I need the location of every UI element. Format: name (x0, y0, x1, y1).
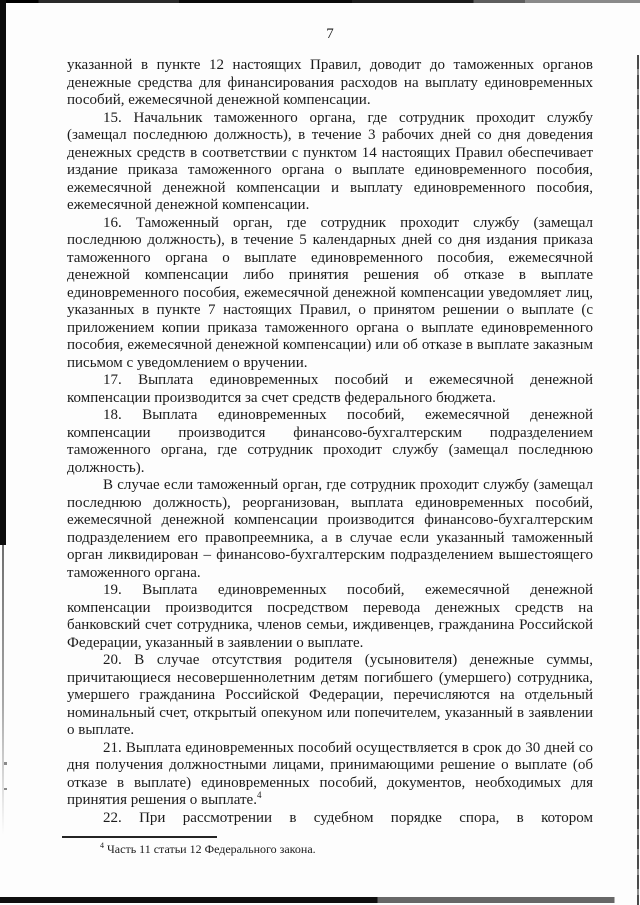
paragraph-18 (67, 407, 593, 477)
paragraph-15 (67, 110, 593, 215)
paragraph-16 (67, 215, 593, 373)
scan-artifact-right-edge (637, 55, 639, 905)
scan-speckle (4, 762, 7, 765)
paragraph-text: В случае если таможенный орган, где сотрудник проходит службу (замещал последнюю должность), реорганизован, выплата единовременных пособий, ежемесячной денежной компенсации производится финансово-бухгалтерским подразделением его правопреемника, а в случае если указанный таможенный орган ликвидирован – финансово-бухгалтерским подразделением вышестоящего таможенного органа. (67, 477, 593, 581)
paragraph-20 (67, 652, 593, 740)
paragraph-text: 17. Выплата единовременных пособий и ежемесячной денежной компенсации производится за счет средств федерального бюджета. (67, 372, 593, 406)
paragraph-text: 16. Таможенный орган, где сотрудник проходит службу (замещал последнюю должность), в течение 5 календарных дней со дня издания приказа таможенного органа о выплате единовременного пособия, ежемесячной денежной компенсации либо принятия решения об отказе в выплате единовременного пособия, ежемесячной денежной компенсации уведомляет лиц, указанных в пункте 7 настоящих Правил, о принятом решении о выплате (с приложением копии приказа таможенного органа о выплате единовременного пособия, ежемесячной денежной компенсации) или об отказе в выплате заказным письмом с уведомлением о вручении. (67, 214, 593, 371)
paragraph-22 (67, 810, 593, 828)
paragraph-17 (67, 372, 593, 407)
paragraph-continuation (67, 57, 593, 110)
footnote-reference-marker: 4 (256, 790, 262, 800)
paragraph-text: указанной в пункте 12 настоящих Правил, доводит до таможенных органов денежные средства для финансирования расходов на выплату единовременных пособий, ежемесячной денежной компенсации. (67, 57, 593, 108)
paragraph-text: 19. Выплата единовременных пособий, ежемесячной денежной компенсации производится посредством перевода денежных средств на банковский счет сотрудника, членов семьи, иждивенцев, гражданина Российской Федерации, указанный в заявлении о выплате. (67, 582, 593, 651)
paragraph-text: 22. При рассмотрении в судебном порядке спора, в котором (103, 809, 593, 826)
paragraph-18-continuation (67, 477, 593, 582)
paragraph-text: 15. Начальник таможенного органа, где сотрудник проходит службу (замещал последнюю должность), в течение 3 рабочих дней со дня доведения денежных средств в соответствии с пунктом 14 настоящих Правил обеспечивает издание приказа таможенного органа о выплате единовременного пособия, ежемесячной денежной компенсации и выплату единовременного пособия, ежемесячной денежной компенсации. (67, 109, 593, 213)
footnote-marker: 4 (100, 841, 104, 850)
paragraph-19 (67, 582, 593, 652)
page-content (67, 26, 593, 856)
paragraph-text: 18. Выплата единовременных пособий, ежемесячной денежной компенсации производится финансово-бухгалтерским подразделением таможенного органа, где сотрудник проходит службу (замещал последнюю должность). (67, 407, 593, 476)
footnote (67, 842, 593, 856)
scan-artifact-top-edge (0, 0, 640, 3)
scan-artifact-left-edge-fade (2, 545, 4, 835)
paragraph-text: 21. Выплата единовременных пособий осуществляется в срок до 30 дней со дня получения должностными лицами, принимающими решение о выплате (об отказе в выплате) единовременных пособий, документов, необходимых для принятия решения о выплате. (67, 739, 593, 808)
scan-artifact-left-edge (0, 0, 6, 545)
paragraph-21 (67, 740, 593, 810)
footnote-text: Часть 11 статьи 12 Федерального закона. (107, 842, 316, 856)
scan-artifact-bottom-edge (0, 897, 640, 903)
footnote-separator-rule (62, 836, 217, 838)
page-number: 7 (326, 26, 334, 42)
paragraph-text: 20. В случае отсутствия родителя (усыновителя) денежные суммы, причитающиеся несовершеннолетним детям погибшего (умершего) сотрудника, умершего гражданина Российской Федерации, перечисляются на отдельный номинальный счет, открытый опекуном или попечителем, указанный в заявлении о выплате. (67, 652, 593, 738)
scan-speckle (4, 788, 7, 790)
